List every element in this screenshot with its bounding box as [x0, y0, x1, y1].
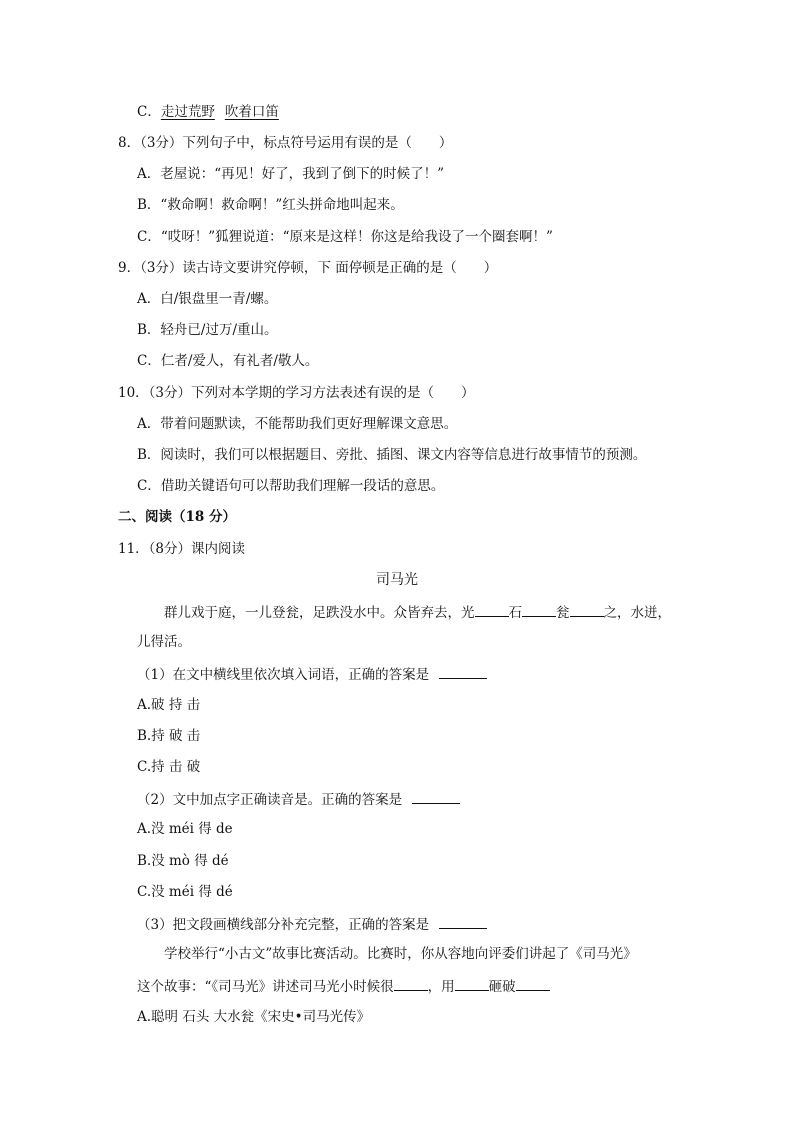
passage-text: 之，水迸，: [603, 605, 671, 621]
sub-question-2: [137, 789, 460, 809]
option-label: C．: [137, 104, 161, 120]
q8-option-a: A．老屋说：“再见！好了，我到了倒下的时候了！”: [137, 166, 445, 182]
s2-option-c: C.没 méi 得 dé: [137, 884, 233, 900]
sub-question-text: （2）文中加点字正确读音是。正确的答案是: [137, 792, 403, 808]
paragraph-text: 砸破: [488, 979, 516, 995]
sub-question-1: [137, 664, 487, 684]
q7-option-c: [137, 103, 279, 121]
blank-1: [475, 602, 509, 617]
blank-b: [455, 976, 489, 991]
s2-option-b: B.没 mò 得 dé: [137, 853, 229, 869]
q8-option-b: B．“救命啊！救命啊！”红头拼命地叫起来。: [137, 197, 404, 213]
question-9: 9．（3分）读古诗文要讲究停顿，下 面停顿是正确的是（ ）: [118, 260, 498, 276]
s1-option-a: A.破 持 击: [137, 697, 201, 713]
sub-question-text: （1）在文中横线里依次填入词语，正确的答案是: [137, 667, 430, 683]
sub-question-text: （3）把文段画横线部分补充完整，正确的答案是: [137, 917, 430, 933]
underlined-phrase-1: 走过荒野: [160, 104, 215, 120]
passage-text: 瓮: [556, 605, 570, 621]
question-11: 11．（8分）课内阅读: [118, 541, 246, 557]
s3-option-a: A.聪明 石头 大水瓮《宋史•司马光传》: [137, 1009, 371, 1025]
section-2-heading: 二、阅读（18 分）: [118, 509, 236, 525]
s3-paragraph-line-2: [137, 976, 550, 996]
answer-blank: [439, 664, 487, 679]
s3-paragraph-line-1: 学校举行“小古文”故事比赛活动。比赛时，你从容地向评委们讲起了《司马光》: [164, 946, 637, 962]
q10-option-b: B．阅读时，我们可以根据题目、旁批、插图、课文内容等信息进行故事情节的预测。: [137, 447, 647, 463]
passage-title: 司马光: [376, 572, 418, 588]
s1-option-c: C.持 击 破: [137, 759, 201, 775]
q10-option-c: C．借助关键语句可以帮助我们理解一段话的意思。: [137, 478, 445, 494]
paragraph-text: 这个故事：“《司马光》讲述司马光小时候很: [137, 979, 394, 995]
answer-blank: [412, 789, 460, 804]
passage-line-1: [164, 602, 671, 622]
blank-a: [394, 976, 428, 991]
passage-line-2: 儿得活。: [137, 634, 191, 650]
q9-option-b: B．轻舟已/过万/重山。: [137, 322, 278, 338]
blank-3: [570, 602, 604, 617]
paragraph-text: ，用: [427, 979, 455, 995]
s2-option-a: A.没 méi 得 de: [137, 821, 233, 837]
question-8: 8．（3分）下列句子中，标点符号运用有误的是（ ）: [118, 135, 453, 151]
q9-option-a: A．白/银盘里一青/螺。: [137, 291, 278, 307]
blank-c: [516, 976, 550, 991]
q8-option-c: C．“哎呀！”狐狸说道：“原来是这样！你这是给我设了一个圈套啊！”: [137, 229, 553, 245]
passage-text: 群儿戏于庭，一儿登瓮，足跌没水中。众皆弃去，光: [164, 605, 475, 621]
question-10: 10．（3分）下列对本学期的学习方法表述有误的是（ ）: [118, 385, 475, 401]
q10-option-a: A．带着问题默读，不能帮助我们更好理解课文意思。: [137, 416, 458, 432]
blank-2: [522, 602, 556, 617]
q9-option-c: C．仁者/爱人，有礼者/敬人。: [137, 353, 319, 369]
passage-text: 石: [508, 605, 522, 621]
sub-question-3: [137, 914, 487, 934]
underlined-phrase-2: 吹着口笛: [224, 104, 279, 120]
answer-blank: [439, 914, 487, 929]
s1-option-b: B.持 破 击: [137, 728, 201, 744]
